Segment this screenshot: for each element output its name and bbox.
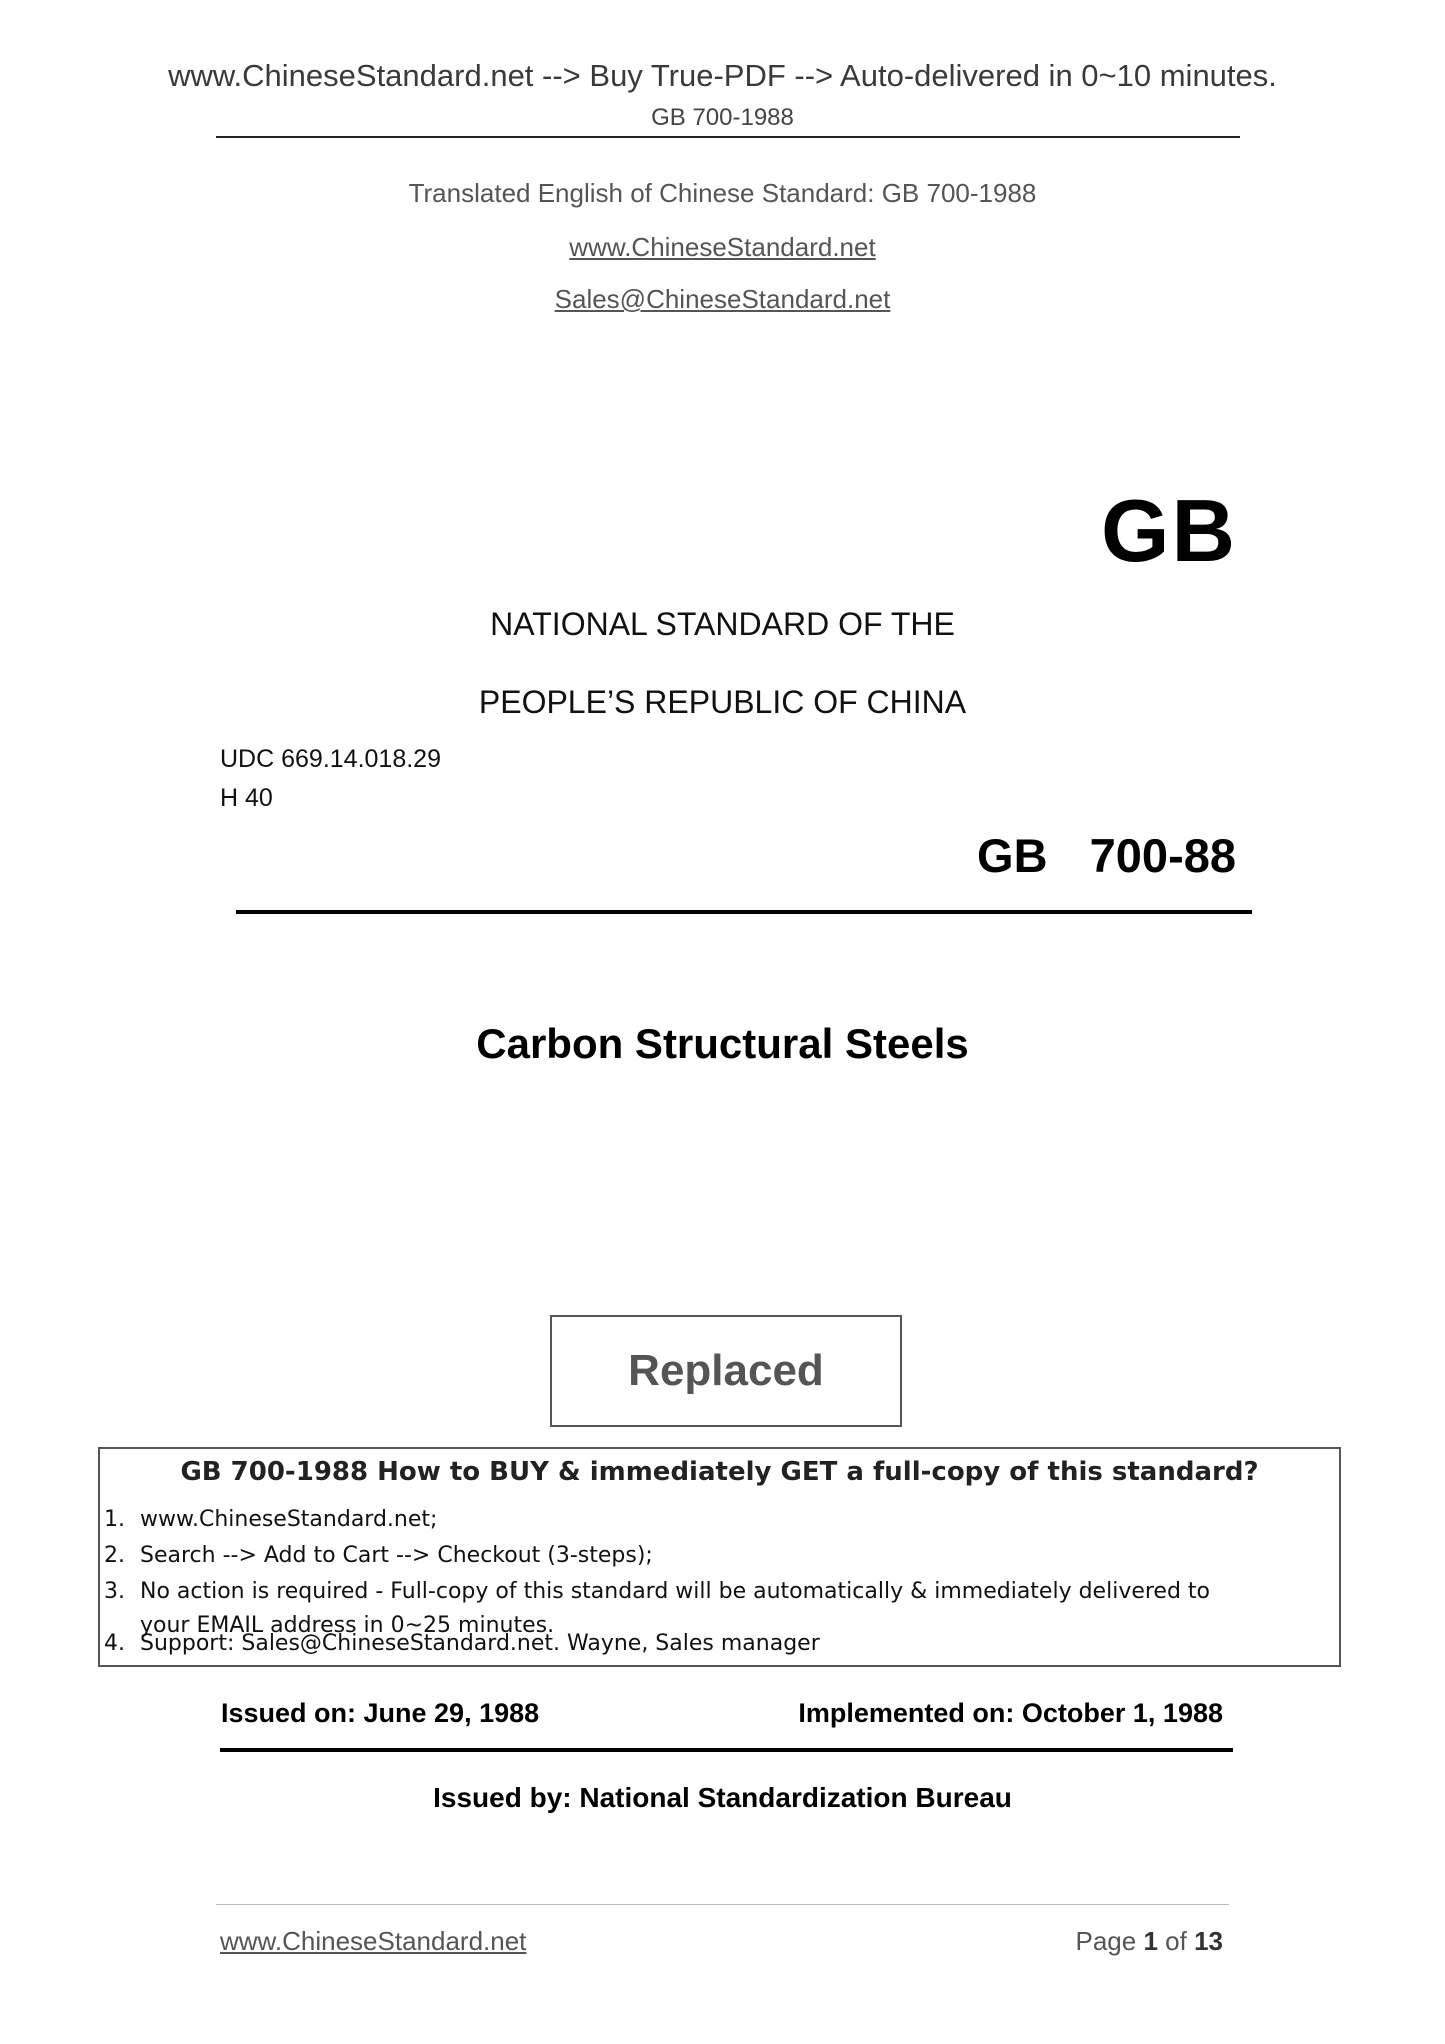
top-banner: www.ChineseStandard.net --> Buy True-PDF --> Auto-delivered in 0~10 minutes. [168,58,1277,93]
status-label: Replaced [628,1346,824,1395]
national-standard-line-1: NATIONAL STANDARD OF THE [490,606,955,642]
buy-instructions-box [98,1447,1341,1667]
standard-number: GB 700-88 [977,829,1236,882]
buy-step: 2. Search --> Add to Cart --> Checkout (3-steps); [104,1543,653,1568]
document-title: Carbon Structural Steels [476,1020,969,1067]
issue-divider [220,1748,1233,1752]
title-divider [236,910,1252,914]
udc-code: UDC 669.14.018.29 [220,745,441,773]
translated-note: Translated English of Chinese Standard: GB 700-1988 [408,178,1037,208]
page-total: 13 [1194,1926,1223,1956]
sales-email-link[interactable]: Sales@ChineseStandard.net [554,284,891,314]
page-current: 1 [1143,1926,1158,1956]
header-standard-code: GB 700-1988 [651,104,794,131]
site-link[interactable]: www.ChineseStandard.net [569,232,876,262]
buy-step: 4. Support: Sales@ChineseStandard.net. Wayne, Sales manager [104,1631,820,1656]
buy-heading: GB 700-1988 How to BUY & immediately GET a full-copy of this standard? [180,1457,1259,1487]
buy-step: 1. www.ChineseStandard.net; [104,1507,438,1532]
gb-logo: GB [1101,481,1237,580]
implemented-on-date: Implemented on: October 1, 1988 [798,1698,1223,1728]
buy-step-continuation: your EMAIL address in 0~25 minutes. [140,1613,555,1638]
h-code: H 40 [220,784,273,812]
issued-by: Issued by: National Standardization Bureau [433,1782,1012,1813]
issued-on-date: Issued on: June 29, 1988 [221,1698,540,1728]
footer-divider [216,1904,1229,1905]
footer-site-link[interactable]: www.ChineseStandard.net [220,1926,527,1956]
header-divider [216,136,1240,138]
page-indicator: Page 1 of 13 [1075,1926,1223,1956]
buy-step-link[interactable]: www.ChineseStandard.net; [140,1507,438,1532]
national-standard-line-2: PEOPLE’S REPUBLIC OF CHINA [478,684,967,720]
status-badge [550,1315,902,1427]
buy-step: 3. No action is required - Full-copy of this standard will be automatically & immediately delivered to [104,1579,1211,1604]
